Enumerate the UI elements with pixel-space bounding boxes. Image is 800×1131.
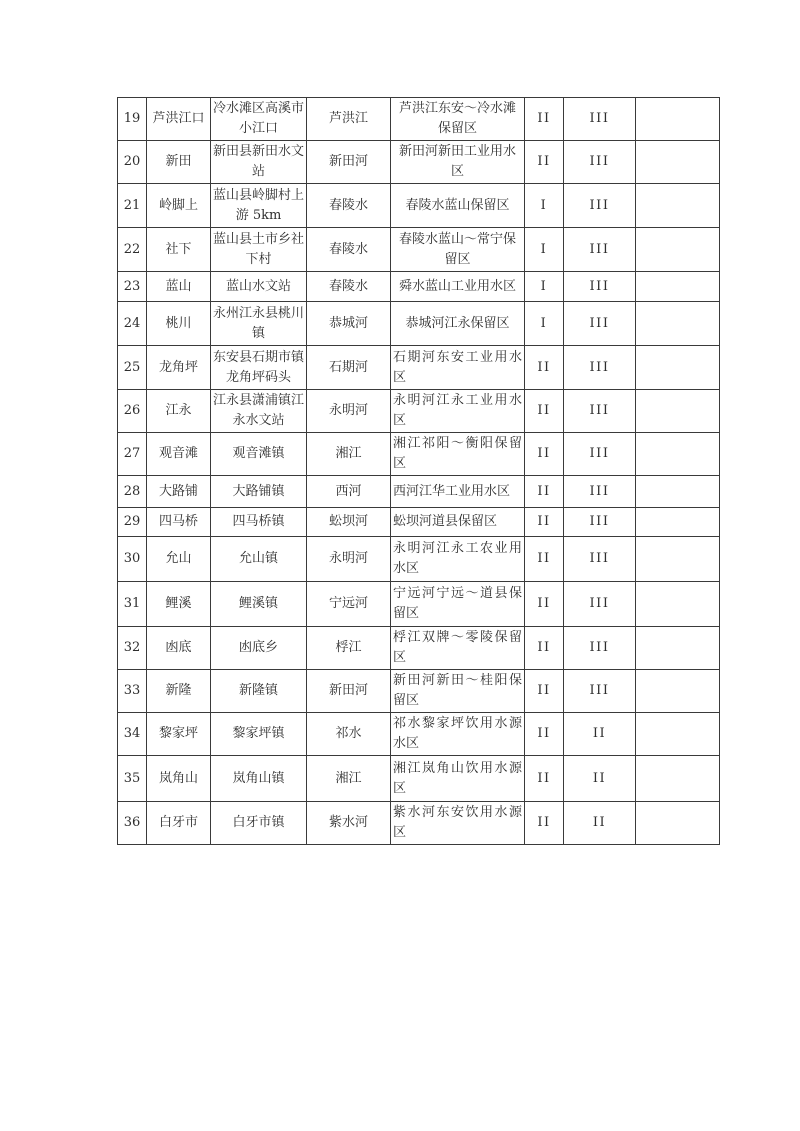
cell-target-class: III [564, 476, 636, 508]
cell-target-class: III [564, 433, 636, 476]
cell-river-name: 蚣坝河 [307, 508, 391, 537]
cell-current-class: II [525, 802, 564, 845]
cell-function-zone: 石期河东安工业用水区 [391, 346, 525, 390]
cell-row-number: 32 [118, 627, 147, 670]
cell-function-zone: 舜水蓝山工业用水区 [391, 272, 525, 302]
cell-section-name: 岭脚上 [147, 184, 211, 228]
cell-station-location: 鲤溪镇 [211, 582, 307, 627]
cell-current-class: II [525, 433, 564, 476]
cell-current-class: I [525, 228, 564, 272]
cell-row-number: 30 [118, 537, 147, 582]
cell-target-class: III [564, 537, 636, 582]
table-row [118, 184, 720, 228]
cell-target-class: III [564, 272, 636, 302]
cell-river-name: 春陵水 [307, 184, 391, 228]
cell-note [636, 141, 720, 184]
cell-function-zone: 永明河江永工农业用水区 [391, 537, 525, 582]
cell-river-name: 新田河 [307, 670, 391, 713]
table-row [118, 476, 720, 508]
cell-current-class: II [525, 627, 564, 670]
cell-target-class: III [564, 228, 636, 272]
cell-section-name: 黎家坪 [147, 713, 211, 756]
cell-river-name: 宁远河 [307, 582, 391, 627]
cell-row-number: 31 [118, 582, 147, 627]
cell-station-location: 黎家坪镇 [211, 713, 307, 756]
cell-function-zone: 桴江双牌～零陵保留区 [391, 627, 525, 670]
cell-note [636, 582, 720, 627]
cell-row-number: 33 [118, 670, 147, 713]
cell-river-name: 湘江 [307, 756, 391, 802]
cell-station-location: 新田县新田水文站 [211, 141, 307, 184]
cell-target-class: III [564, 670, 636, 713]
cell-river-name: 春陵水 [307, 228, 391, 272]
cell-note [636, 756, 720, 802]
cell-current-class: II [525, 390, 564, 433]
cell-river-name: 西河 [307, 476, 391, 508]
cell-row-number: 36 [118, 802, 147, 845]
cell-target-class: III [564, 390, 636, 433]
cell-function-zone: 宁远河宁远～道县保留区 [391, 582, 525, 627]
cell-station-location: 岚角山镇 [211, 756, 307, 802]
cell-target-class: III [564, 302, 636, 346]
cell-function-zone: 湘江岚角山饮用水源区 [391, 756, 525, 802]
cell-function-zone: 湘江祁阳～衡阳保留区 [391, 433, 525, 476]
cell-section-name: 桃川 [147, 302, 211, 346]
table-row [118, 802, 720, 845]
water-quality-sections-table [117, 97, 720, 845]
cell-station-location: 白牙市镇 [211, 802, 307, 845]
table-row [118, 228, 720, 272]
cell-target-class: III [564, 508, 636, 537]
cell-section-name: 新田 [147, 141, 211, 184]
cell-river-name: 永明河 [307, 537, 391, 582]
cell-note [636, 272, 720, 302]
cell-function-zone: 新田河新田工业用水区 [391, 141, 525, 184]
table-row [118, 98, 720, 141]
cell-section-name: 社下 [147, 228, 211, 272]
cell-row-number: 21 [118, 184, 147, 228]
cell-target-class: III [564, 184, 636, 228]
cell-current-class: II [525, 476, 564, 508]
cell-function-zone: 恭城河江永保留区 [391, 302, 525, 346]
cell-section-name: 芦洪江口 [147, 98, 211, 141]
cell-note [636, 346, 720, 390]
cell-note [636, 228, 720, 272]
table-row [118, 508, 720, 537]
cell-note [636, 670, 720, 713]
cell-section-name: 观音滩 [147, 433, 211, 476]
cell-note [636, 433, 720, 476]
cell-station-location: 四马桥镇 [211, 508, 307, 537]
cell-row-number: 34 [118, 713, 147, 756]
cell-current-class: I [525, 272, 564, 302]
table-row [118, 346, 720, 390]
cell-row-number: 19 [118, 98, 147, 141]
cell-station-location: 永州江永县桃川镇 [211, 302, 307, 346]
cell-function-zone: 新田河新田～桂阳保留区 [391, 670, 525, 713]
cell-note [636, 98, 720, 141]
cell-station-location: 新隆镇 [211, 670, 307, 713]
cell-note [636, 184, 720, 228]
cell-note [636, 302, 720, 346]
cell-target-class: III [564, 98, 636, 141]
cell-section-name: 鲤溪 [147, 582, 211, 627]
cell-section-name: 凼底 [147, 627, 211, 670]
cell-row-number: 35 [118, 756, 147, 802]
cell-current-class: II [525, 713, 564, 756]
cell-row-number: 25 [118, 346, 147, 390]
cell-river-name: 紫水河 [307, 802, 391, 845]
cell-note [636, 627, 720, 670]
cell-target-class: III [564, 582, 636, 627]
cell-target-class: II [564, 713, 636, 756]
table-row [118, 713, 720, 756]
cell-function-zone: 紫水河东安饮用水源区 [391, 802, 525, 845]
cell-function-zone: 西河江华工业用水区 [391, 476, 525, 508]
cell-row-number: 29 [118, 508, 147, 537]
cell-section-name: 大路铺 [147, 476, 211, 508]
cell-row-number: 26 [118, 390, 147, 433]
cell-row-number: 24 [118, 302, 147, 346]
cell-station-location: 冷水滩区高溪市小江口 [211, 98, 307, 141]
cell-river-name: 桴江 [307, 627, 391, 670]
cell-row-number: 22 [118, 228, 147, 272]
cell-row-number: 23 [118, 272, 147, 302]
cell-station-location: 大路铺镇 [211, 476, 307, 508]
cell-section-name: 江永 [147, 390, 211, 433]
cell-station-location: 江永县潇浦镇江永水文站 [211, 390, 307, 433]
cell-station-location: 蓝山县岭脚村上游 5km [211, 184, 307, 228]
cell-target-class: III [564, 141, 636, 184]
cell-river-name: 石期河 [307, 346, 391, 390]
table-row [118, 582, 720, 627]
cell-target-class: III [564, 627, 636, 670]
cell-row-number: 28 [118, 476, 147, 508]
cell-river-name: 永明河 [307, 390, 391, 433]
cell-function-zone: 芦洪江东安～冷水滩保留区 [391, 98, 525, 141]
cell-note [636, 802, 720, 845]
cell-function-zone: 祁水黎家坪饮用水源水区 [391, 713, 525, 756]
cell-station-location: 蓝山水文站 [211, 272, 307, 302]
cell-section-name: 四马桥 [147, 508, 211, 537]
cell-current-class: II [525, 346, 564, 390]
cell-target-class: II [564, 756, 636, 802]
cell-station-location: 东安县石期市镇龙角坪码头 [211, 346, 307, 390]
cell-river-name: 新田河 [307, 141, 391, 184]
cell-current-class: II [525, 141, 564, 184]
cell-note [636, 390, 720, 433]
cell-river-name: 祁水 [307, 713, 391, 756]
cell-current-class: I [525, 184, 564, 228]
cell-section-name: 岚角山 [147, 756, 211, 802]
table-row [118, 756, 720, 802]
cell-section-name: 龙角坪 [147, 346, 211, 390]
cell-river-name: 春陵水 [307, 272, 391, 302]
cell-section-name: 新隆 [147, 670, 211, 713]
cell-section-name: 白牙市 [147, 802, 211, 845]
table-row [118, 670, 720, 713]
cell-function-zone: 春陵水蓝山保留区 [391, 184, 525, 228]
cell-station-location: 蓝山县土市乡社下村 [211, 228, 307, 272]
cell-station-location: 允山镇 [211, 537, 307, 582]
cell-row-number: 20 [118, 141, 147, 184]
cell-river-name: 芦洪江 [307, 98, 391, 141]
cell-current-class: II [525, 670, 564, 713]
cell-current-class: II [525, 508, 564, 537]
table-row [118, 433, 720, 476]
cell-function-zone: 春陵水蓝山～常宁保留区 [391, 228, 525, 272]
table-row [118, 272, 720, 302]
cell-station-location: 观音滩镇 [211, 433, 307, 476]
cell-note [636, 713, 720, 756]
cell-function-zone: 永明河江永工业用水区 [391, 390, 525, 433]
cell-target-class: II [564, 802, 636, 845]
table-row [118, 390, 720, 433]
table-row [118, 141, 720, 184]
cell-current-class: II [525, 537, 564, 582]
cell-note [636, 537, 720, 582]
table-row [118, 302, 720, 346]
table-body [118, 98, 720, 845]
cell-row-number: 27 [118, 433, 147, 476]
cell-note [636, 476, 720, 508]
cell-current-class: II [525, 756, 564, 802]
cell-section-name: 蓝山 [147, 272, 211, 302]
cell-current-class: II [525, 98, 564, 141]
cell-river-name: 恭城河 [307, 302, 391, 346]
cell-current-class: I [525, 302, 564, 346]
table-row [118, 627, 720, 670]
cell-current-class: II [525, 582, 564, 627]
cell-function-zone: 蚣坝河道县保留区 [391, 508, 525, 537]
cell-section-name: 允山 [147, 537, 211, 582]
cell-target-class: III [564, 346, 636, 390]
table-row [118, 537, 720, 582]
cell-station-location: 凼底乡 [211, 627, 307, 670]
cell-river-name: 湘江 [307, 433, 391, 476]
cell-note [636, 508, 720, 537]
